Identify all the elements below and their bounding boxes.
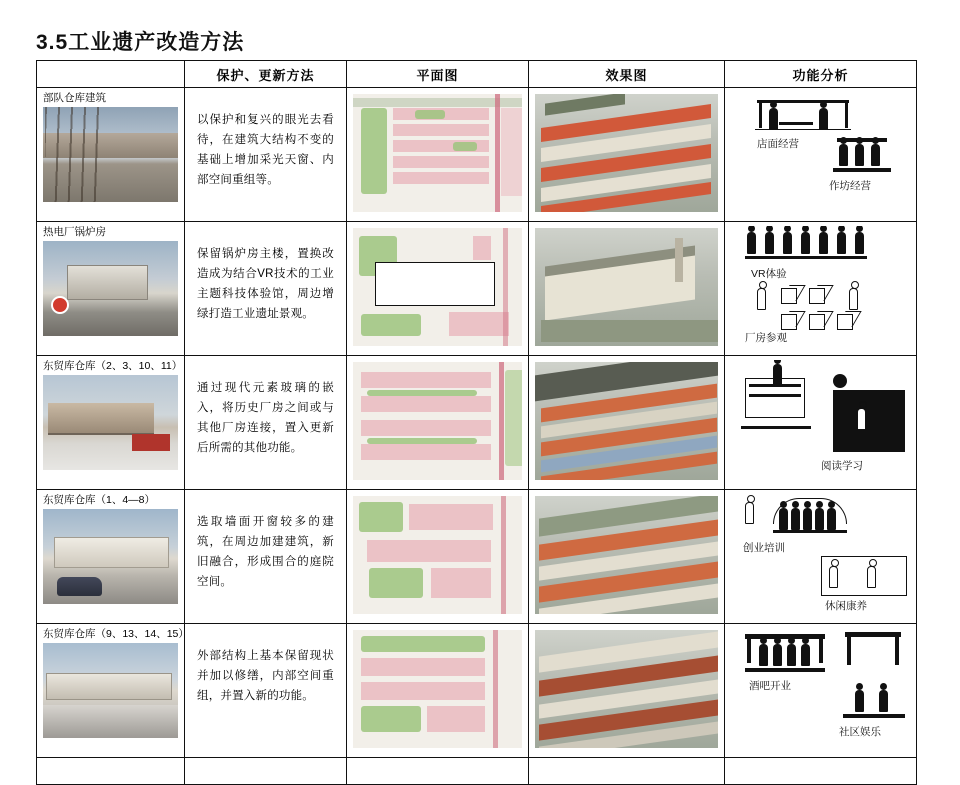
dongmaoku-warehouse-c-render [535,630,718,748]
function-label: 阅读学习 [821,460,863,472]
photo-cell [37,490,185,624]
plan-cell [347,624,529,758]
boiler-house-photo [43,241,178,336]
method-cell [185,88,347,222]
function-diagram [729,92,912,214]
method-text: 选取墙面开窗较多的建筑，在周边加建建筑，新旧融合，形成围合的庭院空间。 [197,516,334,589]
photo-label: 东贸库仓库（9、13、14、15） [43,628,189,640]
method-cell [185,222,347,356]
table-row [37,624,917,758]
render-cell [529,88,725,222]
dongmaoku-warehouse-b-render [535,496,718,614]
army-warehouse-photo [43,107,178,202]
page-title: 3.5工业遗产改造方法 [36,31,245,54]
method-cell [185,490,347,624]
method-text: 外部结构上基本保留现状并加以修缮，内部空间重组，并置入新的功能。 [197,650,334,703]
function-label: 休闲康养 [825,600,867,612]
function-cell [725,222,917,356]
industrial-heritage-method-table [36,60,917,785]
plan-cell [347,222,529,356]
method-text: 通过现代元素玻璃的嵌入，将历史厂房之间或与其他厂房连接，置入更新后所需的其他功能。 [197,382,334,455]
table-footer-row [37,758,917,785]
method-text: 保留锅炉房主楼，置换改造成为结合VR技术的工业主题科技体验馆，周边增绿打造工业遗址景观。 [197,248,334,321]
table-row [37,88,917,222]
method-cell [185,624,347,758]
dongmaoku-warehouse-a-plan [353,362,522,480]
function-label: 作坊经营 [829,180,871,192]
footer-cell-render [529,758,725,785]
photo-label: 热电厂锅炉房 [43,226,106,238]
dongmaoku-warehouse-b-photo [43,509,178,604]
boiler-house-render [535,228,718,346]
render-cell [529,356,725,490]
photo-cell [37,356,185,490]
dongmaoku-warehouse-a-render [535,362,718,480]
dongmaoku-warehouse-c-photo [43,643,178,738]
photo-cell [37,222,185,356]
footer-cell-plan [347,758,529,785]
table-header-row [37,61,917,88]
function-label: 酒吧开业 [749,680,791,692]
function-label: 店面经营 [757,138,799,150]
army-warehouse-plan [353,94,522,212]
boiler-house-plan [353,228,522,346]
render-cell [529,624,725,758]
function-diagram [729,494,912,616]
header-cell-blank [37,61,185,88]
render-cell [529,222,725,356]
method-text: 以保护和复兴的眼光去看待，在建筑大结构不变的基础上增加采光天窗、内部空间重组等。 [197,114,334,187]
photo-cell [37,624,189,758]
function-diagram [729,360,912,482]
function-cell [725,490,917,624]
photo-label: 东贸库仓库（2、3、10、11） [43,360,183,372]
function-cell [725,88,917,222]
function-diagram [729,226,912,348]
function-label: 社区娱乐 [839,726,881,738]
header-cell-render: 效果图 [529,61,725,88]
photo-label: 东贸库仓库（1、4—8） [43,494,156,506]
dongmaoku-warehouse-c-plan [353,630,522,748]
function-label: VR体验 [751,268,787,280]
function-cell [725,624,917,758]
table-row [37,490,917,624]
function-label: 创业培训 [743,542,785,554]
render-cell [529,490,725,624]
table-row [37,356,917,490]
dongmaoku-warehouse-b-plan [353,496,522,614]
plan-cell [347,88,529,222]
photo-cell [37,88,185,222]
photo-label: 部队仓库建筑 [43,92,106,104]
plan-cell [347,356,529,490]
dongmaoku-warehouse-a-photo [43,375,178,470]
function-diagram [729,628,912,750]
army-warehouse-render [535,94,718,212]
header-cell-plan: 平面图 [347,61,529,88]
table-row [37,222,917,356]
function-label: 厂房参观 [745,332,787,344]
footer-cell-method [185,758,347,785]
header-cell-method: 保护、更新方法 [185,61,347,88]
footer-cell-function [725,758,917,785]
header-cell-function: 功能分析 [725,61,917,88]
function-cell [725,356,917,490]
plan-cell [347,490,529,624]
method-cell [185,356,347,490]
footer-cell-photo [37,758,185,785]
